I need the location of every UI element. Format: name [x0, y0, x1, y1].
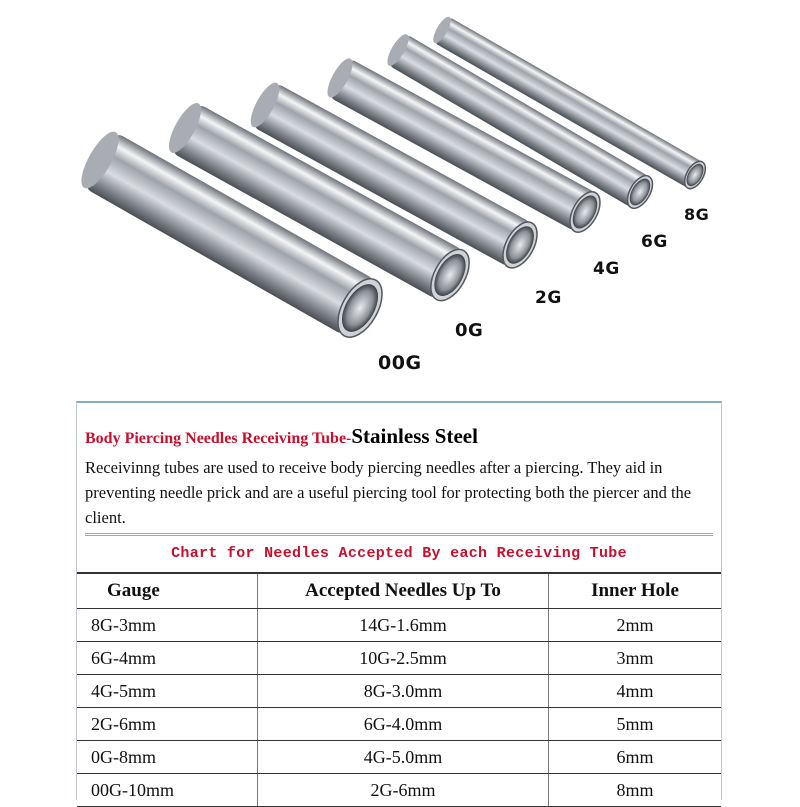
cell-inner-hole: 4mm: [549, 675, 722, 708]
table-row: [77, 609, 721, 642]
table-row: [77, 675, 721, 708]
gauge-label-4g: 4G: [593, 259, 620, 279]
info-panel: [76, 401, 722, 800]
needle-chart-table: [77, 572, 721, 807]
cell-accepted-needles: 2G-6mm: [258, 774, 549, 807]
gauge-label-0g: 0G: [455, 320, 484, 341]
cell-inner-hole: 2mm: [549, 609, 722, 642]
cell-inner-hole: 6mm: [549, 741, 722, 774]
cell-gauge: 00G-10mm: [77, 774, 258, 807]
cell-accepted-needles: 4G-5.0mm: [258, 741, 549, 774]
gauge-label-8g: 8G: [684, 205, 710, 224]
cell-gauge: 6G-4mm: [77, 642, 258, 675]
cell-gauge: 4G-5mm: [77, 675, 258, 708]
column-header-accepted-needles: Accepted Needles Up To: [258, 573, 549, 609]
table-row: [77, 708, 721, 741]
receiving-tubes-illustration: [0, 0, 800, 390]
cell-gauge: 0G-8mm: [77, 741, 258, 774]
info-title-material: Stainless Steel: [351, 424, 478, 448]
info-title: [85, 424, 478, 449]
gauge-label-2g: 2G: [535, 288, 562, 308]
chart-heading: Chart for Needles Accepted By each Receiving Tube: [171, 545, 627, 562]
cell-inner-hole: 3mm: [549, 642, 722, 675]
divider: [85, 533, 713, 536]
table-header-row: [77, 573, 721, 609]
column-header-gauge: Gauge: [77, 573, 258, 609]
cell-accepted-needles: 14G-1.6mm: [258, 609, 549, 642]
cell-gauge: 8G-3mm: [77, 609, 258, 642]
cell-accepted-needles: 10G-2.5mm: [258, 642, 549, 675]
cell-inner-hole: 5mm: [549, 708, 722, 741]
table-row: [77, 642, 721, 675]
table-row: [77, 741, 721, 774]
cell-accepted-needles: 8G-3.0mm: [258, 675, 549, 708]
info-description: Receivinng tubes are used to receive body piercing needles after a piercing. They aid in preventing needle prick and are a useful piercing tool for protecting both the piercer and the client.: [85, 458, 692, 527]
cell-inner-hole: 8mm: [549, 774, 722, 807]
info-title-product: Body Piercing Needles Receiving Tube-: [85, 430, 352, 447]
cell-gauge: 2G-6mm: [77, 708, 258, 741]
cell-accepted-needles: 6G-4.0mm: [258, 708, 549, 741]
gauge-label-6g: 6G: [641, 232, 668, 252]
column-header-inner-hole: Inner Hole: [549, 573, 722, 609]
gauge-label-00g: 00G: [378, 352, 422, 374]
table-row: [77, 774, 721, 807]
